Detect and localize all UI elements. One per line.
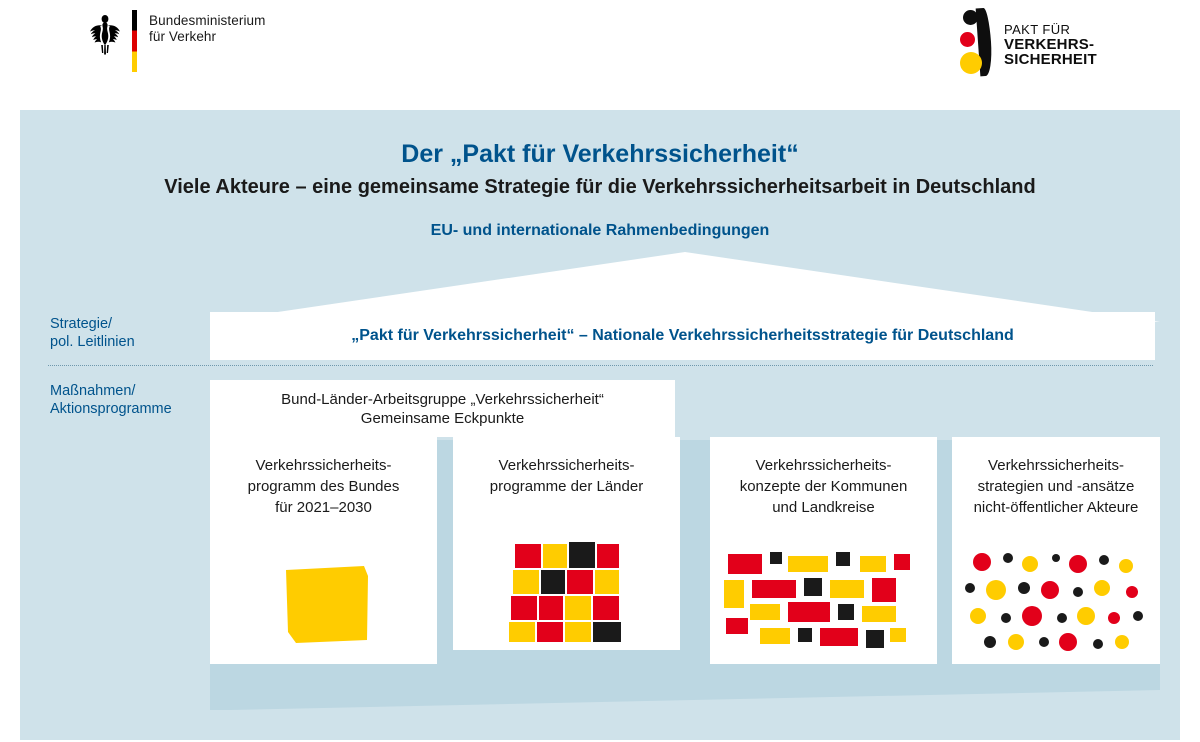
traffic-light-icon xyxy=(952,8,992,80)
page-title: Der „Pakt für Verkehrssicherheit“ xyxy=(401,140,799,168)
pakt-logo-text xyxy=(1004,22,1097,67)
row-label-massnahmen xyxy=(50,382,172,418)
scattered-rectangles-icon xyxy=(710,544,937,664)
card-title-line2: strategien und -ansätze xyxy=(977,478,1135,495)
card-title xyxy=(710,455,937,518)
strategy-bar-label: „Pakt für Verkehrssicherheit“ – Nationale Verkehrssicherheitsstrategie für Deutschland xyxy=(351,327,1014,344)
diagram-panel xyxy=(20,110,1180,740)
pakt-logo-line2: VERKEHRS- xyxy=(1004,36,1095,53)
pakt-logo-line1: PAKT FÜR xyxy=(1004,22,1071,37)
card-title xyxy=(453,455,680,497)
page-subtitle: Viele Akteure – eine gemeinsame Strategie für die Verkehrssicherheitsarbeit in Deutschland xyxy=(164,176,1036,198)
bund-laender-box xyxy=(210,380,675,437)
ministry-logo xyxy=(88,10,266,80)
card-bundesprogramm[interactable] xyxy=(210,437,437,664)
card-title-line1: Verkehrssicherheits- xyxy=(988,457,1124,474)
card-nicht-oeffentliche-akteure[interactable] xyxy=(952,437,1160,664)
bund-laender-line2: Gemeinsame Eckpunkte xyxy=(360,409,525,427)
row-label-strategie xyxy=(50,315,135,351)
card-kommunen-konzepte[interactable] xyxy=(710,437,937,664)
card-title-line3: für 2021–2030 xyxy=(275,499,372,516)
page-header xyxy=(0,0,1200,110)
pakt-logo-line3: SICHERHEIT xyxy=(1004,51,1097,68)
bund-laender-line1: Bund-Länder-Arbeitsgruppe „Verkehrssicherheit“ xyxy=(281,390,604,408)
card-title-line1: Verkehrssicherheits- xyxy=(755,457,892,474)
card-title-line1: Verkehrssicherheits- xyxy=(255,457,392,474)
ministry-name xyxy=(149,13,266,45)
row-label-massnahmen-line2: Aktionsprogramme xyxy=(50,401,172,417)
card-title-line3: nicht-öffentlicher Akteure xyxy=(973,499,1139,516)
strategy-bar xyxy=(210,312,1155,360)
single-yellow-block-icon xyxy=(210,544,437,664)
card-laenderprogramme[interactable] xyxy=(453,437,680,650)
row-label-strategie-line1: Strategie/ xyxy=(50,316,113,332)
row-label-strategie-line2: pol. Leitlinien xyxy=(50,334,135,350)
row-divider xyxy=(48,365,1153,366)
measures-card-row xyxy=(210,437,1160,667)
card-title-line2: programme der Länder xyxy=(489,478,644,495)
card-title xyxy=(210,455,437,518)
card-title-line2: konzepte der Kommunen xyxy=(739,478,908,495)
ministry-name-line1: Bundesministerium xyxy=(149,13,266,28)
grid-of-colored-squares-icon xyxy=(453,530,680,650)
german-flag-bar-icon xyxy=(132,10,137,72)
scattered-dots-icon xyxy=(952,544,1160,664)
card-title-line3: und Landkreise xyxy=(772,499,875,516)
card-title-line2: programm des Bundes xyxy=(247,478,400,495)
card-title-line1: Verkehrssicherheits- xyxy=(498,457,635,474)
row-label-massnahmen-line1: Maßnahmen/ xyxy=(50,383,136,399)
card-title xyxy=(952,455,1160,518)
ministry-name-line2: für Verkehr xyxy=(149,29,217,44)
federal-eagle-icon xyxy=(88,12,122,56)
eu-framework-label: EU- und internationale Rahmenbedingungen xyxy=(430,222,770,239)
pakt-logo xyxy=(952,8,1097,80)
